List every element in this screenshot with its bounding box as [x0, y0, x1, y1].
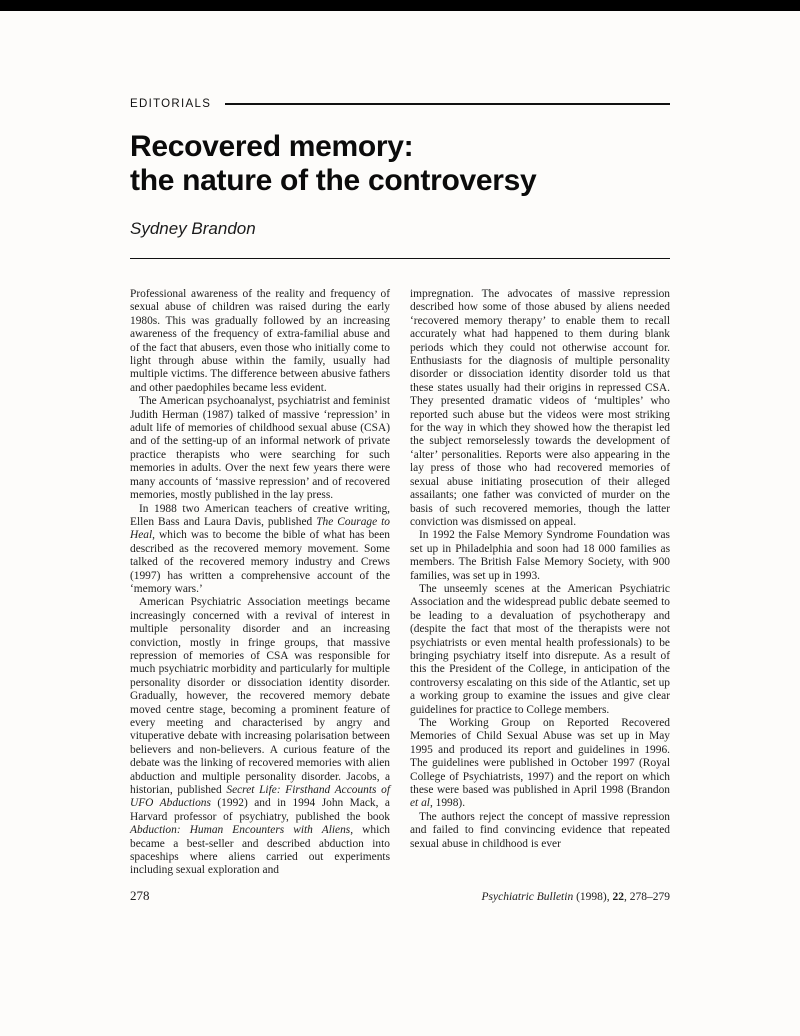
paragraph: The American psychoanalyst, psychiatrist and feminist Judith Herman (1987) talked of massive ‘repression’ in adult life of memories of childhood sexual abuse (CSA) and of the setting-up of an informal network of private practice therapists who were searching for such memories in adults. Over the next few years there were many accounts of ‘massive repression’ and of recovered memories, mostly published in the lay press.	[130, 395, 390, 502]
section-rule	[225, 103, 670, 105]
section-header	[130, 98, 670, 110]
author-name: Sydney Brandon	[130, 219, 256, 238]
article-title-line2: the nature of the controversy	[130, 164, 537, 197]
paragraph: Professional awareness of the reality and frequency of sexual abuse of children was raised during the early 1980s. This was gradually followed by an increasing awareness of the frequency of extra-familial abuse and of the fact that abusers, even those who initially come to light through abuse within the family, usually had multiple victims. The difference between abusive fathers and other paedophiles became less evident.	[130, 288, 390, 394]
section-label: EDITORIALS	[130, 98, 212, 110]
paragraph: The Working Group on Reported Recovered Memories of Child Sexual Abuse was set up in May 1995 and produced its report and guidelines in 1996. The guidelines were published in October 1997 (Royal College of Psychiatrists, 1997) and the report on which these were based was published in April 1998 (Brandon et al, 1998).	[410, 717, 670, 810]
journal-page	[0, 98, 800, 904]
page-footer	[130, 888, 670, 904]
article-title	[130, 130, 670, 198]
paragraph: In 1988 two American teachers of creative writing, Ellen Bass and Laura Davis, published The Courage to Heal, which was to become the bible of what has been described as the recovered memory movement. Some talked of the recovered memory industry and Crews (1997) has written a comprehensive account of the ‘memory wars.’	[130, 502, 390, 595]
journal-citation	[482, 891, 670, 903]
citation-year: (1998),	[573, 890, 613, 903]
citation-journal-title: Psychiatric Bulletin	[481, 890, 574, 903]
paragraph: The authors reject the concept of massive repression and failed to find convincing evidence that repeated sexual abuse in childhood is ever	[410, 810, 670, 850]
paragraph: The unseemly scenes at the American Psychiatric Association and the widespread public debate seemed to be leading to a devaluation of psychotherapy and (despite the fact that most of the therapists were not psychiatrists or even mental health professionals) to be bringing psychiatry itself into disrepute. As a result of this the President of the College, in anticipation of the controversy escalating on this side of the Atlantic, set up a working group to examine the issues and give clear guidelines for practice to College members.	[410, 582, 670, 716]
citation-pages: , 278–279	[624, 890, 670, 903]
article-title-line1: Recovered memory:	[130, 130, 414, 163]
paragraph: American Psychiatric Association meetings became increasingly concerned with a revival of interest in multiple personality disorder and an increasing conviction, mostly in fringe groups, that massive repression of memories of CSA was responsible for much psychiatric morbidity and particularly for multiple personality disorder or dissociation identity disorder. Gradually, however, the recovered memory debate moved centre stage, becoming a prominent feature of every meeting and characterised by angry and vituperative debate with increasing polarisation between believers and non-believers. A curious feature of the debate was the linking of recovered memories with alien abduction and multiple personality disorder. Jacobs, a historian, published Secret Life: Firsthand Accounts of UFO Abductions (1992) and in 1994 John Mack, a Harvard professor of psychiatry, published the book Abduction: Human Encounters with Aliens, which became a best-seller and described abduction into spaceships where aliens carried out experiments including sexual exploration and	[130, 596, 390, 877]
page-number: 278	[130, 887, 150, 903]
body-column-left	[130, 288, 390, 878]
body-column-right	[410, 288, 670, 878]
citation-volume: 22	[612, 890, 624, 903]
paragraph: impregnation. The advocates of massive repression described how some of those abused by aliens needed ‘recovered memory therapy’ to enable them to recall accurately what had happened to them during blank periods which they could not otherwise account for. Enthusiasts for the diagnosis of multiple personality disorder or dissociation identity disorder told us that these states usually had their origins in repressed CSA. They presented dramatic videos of ‘multiples’ who reported such abuse but the videos were most striking for the way in which they showed how the therapist led the subject remorselessly towards the development of ‘alter’ personalities. Reports were also appearing in the lay press of those who had recovered memories of sexual abuse initiating prosecution of their alleged assailants; one father was convicted of murder on the basis of such recovered memories, though the latter conviction was dismissed on appeal.	[410, 288, 670, 528]
title-divider	[130, 258, 670, 259]
scan-top-bar	[0, 0, 800, 11]
paragraph: In 1992 the False Memory Syndrome Foundation was set up in Philadelphia and soon had 18 000 families as members. The British False Memory Society, with 900 families, was set up in 1993.	[410, 529, 670, 582]
article-body	[130, 288, 670, 878]
